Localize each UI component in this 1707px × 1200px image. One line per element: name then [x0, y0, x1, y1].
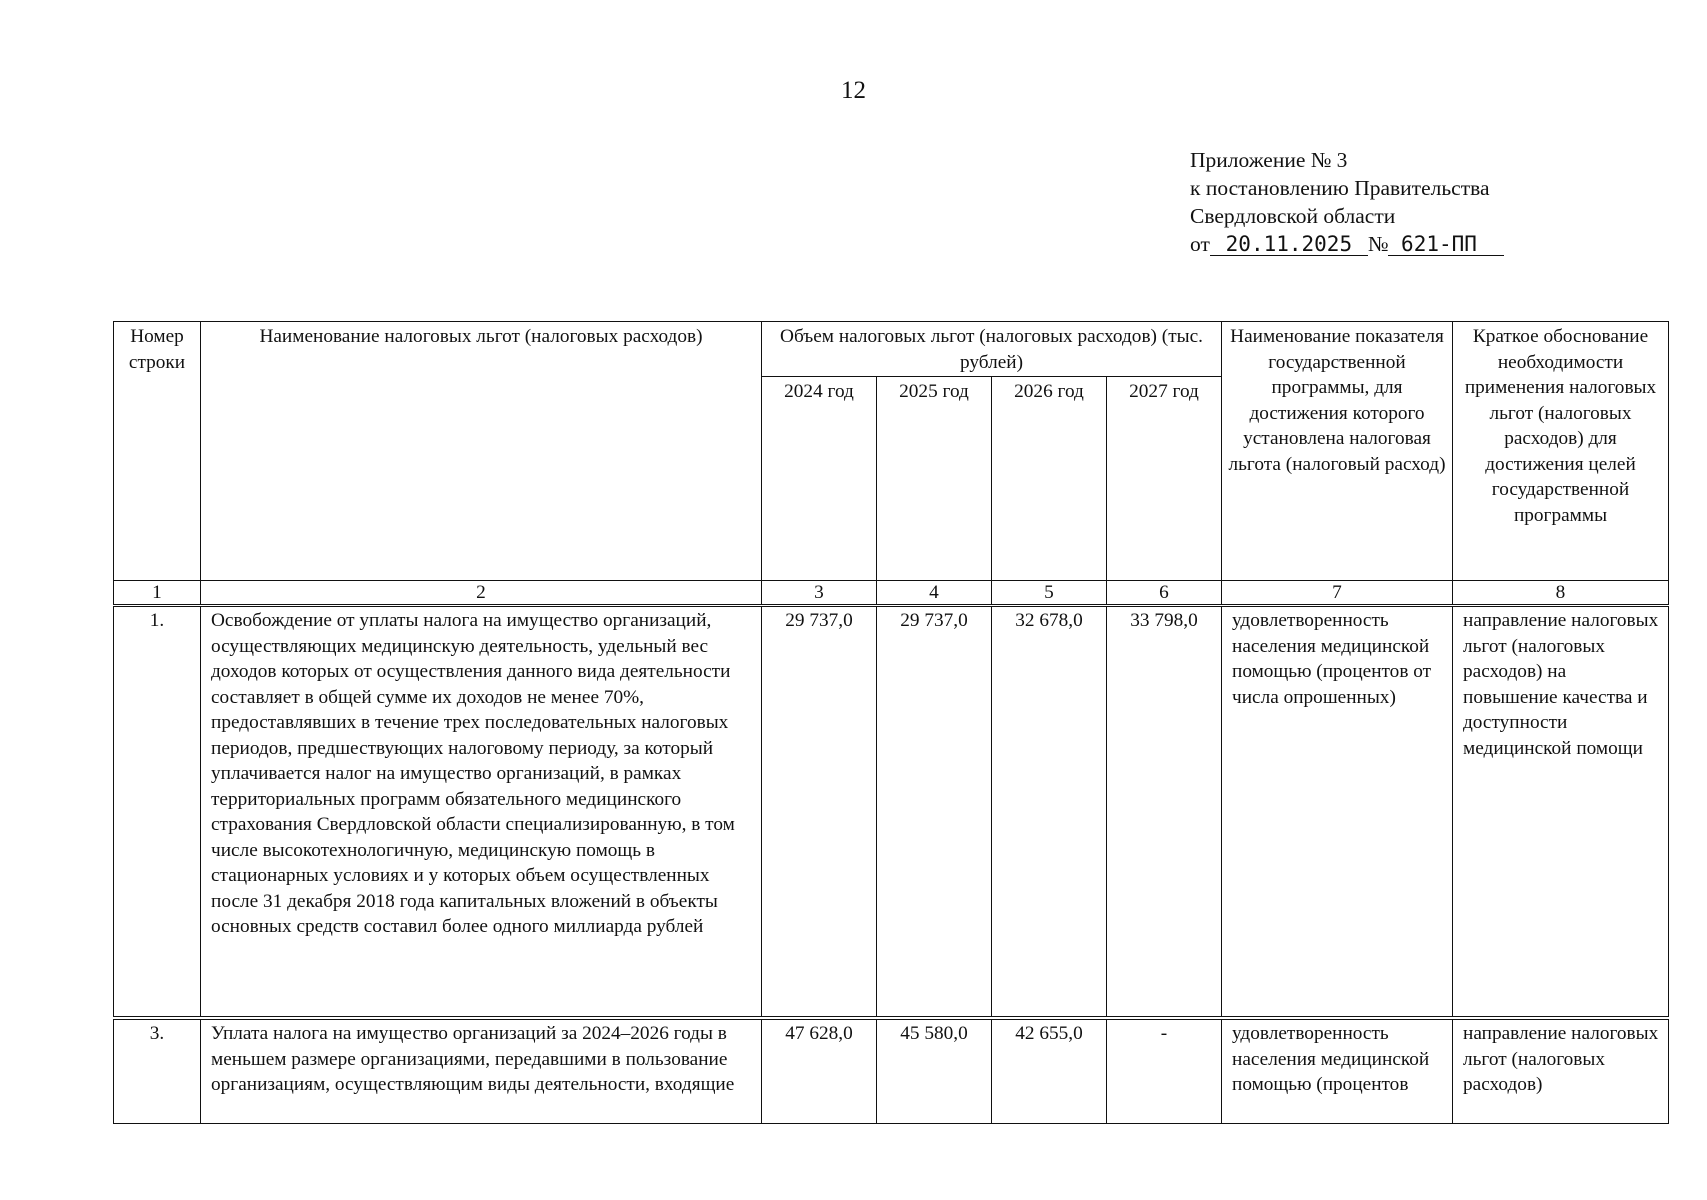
indicator-name: удовлетворенность населения медицинской помощью (процентов от числа опрошенных) [1222, 607, 1453, 1017]
value-2024: 47 628,0 [762, 1020, 877, 1124]
header-year-2027: 2027 год [1107, 377, 1222, 581]
header-row-number: Номер строки [114, 322, 201, 581]
justification-text: направление налоговых льгот (налоговых расходов) на повышение качества и доступности медицинской помощи [1453, 607, 1669, 1017]
appendix-date-line [1190, 230, 1530, 258]
justification-text: направление налоговых льгот (налоговых расходов) [1453, 1020, 1669, 1124]
decree-date: 20.11.2025 [1210, 233, 1368, 256]
tax-benefit-row-table [113, 606, 1669, 1017]
value-2026: 32 678,0 [992, 607, 1107, 1017]
column-number: 2 [201, 581, 762, 605]
indicator-name: удовлетворенность населения медицинской помощью (процентов [1222, 1020, 1453, 1124]
appendix-title: Приложение № 3 [1190, 148, 1348, 172]
row-number: 1. [114, 607, 201, 1017]
appendix-block [1190, 146, 1530, 258]
value-2027: - [1107, 1020, 1222, 1124]
column-number: 3 [762, 581, 877, 605]
value-2027: 33 798,0 [1107, 607, 1222, 1017]
table-row [114, 607, 1669, 1017]
number-prefix: № [1367, 232, 1389, 256]
header-year-2024: 2024 год [762, 377, 877, 581]
column-number: 6 [1107, 581, 1222, 605]
appendix-region: Свердловской области [1190, 204, 1396, 228]
value-2025: 45 580,0 [877, 1020, 992, 1124]
value-2024: 29 737,0 [762, 607, 877, 1017]
appendix-reference: к постановлению Правительства [1190, 176, 1490, 200]
value-2026: 42 655,0 [992, 1020, 1107, 1124]
date-prefix: от [1190, 232, 1210, 256]
decree-number: 621-ПП [1388, 233, 1504, 256]
column-number: 8 [1453, 581, 1669, 605]
column-number: 7 [1222, 581, 1453, 605]
header-year-2025: 2025 год [877, 377, 992, 581]
value-2025: 29 737,0 [877, 607, 992, 1017]
tax-benefit-row-table [113, 1019, 1669, 1124]
header-justification: Краткое обоснование необходимости применения налоговых льгот (налоговых расходов) для достижения целей государственной программы [1453, 322, 1669, 581]
row-number: 3. [114, 1020, 201, 1124]
column-numbers-table [113, 580, 1669, 605]
column-number: 5 [992, 581, 1107, 605]
benefit-name: Уплата налога на имущество организаций за 2024–2026 годы в меньшем размере организациями, передавшими в пользование организациям, осуществляющим виды деятельности, входящие [201, 1020, 762, 1124]
column-number: 4 [877, 581, 992, 605]
column-number: 1 [114, 581, 201, 605]
header-benefit-name: Наименование налоговых льгот (налоговых расходов) [201, 322, 762, 581]
header-indicator: Наименование показателя государственной программы, для достижения которого установлена налоговая льгота (налоговый расход) [1222, 322, 1453, 581]
tax-benefits-header-table [113, 321, 1669, 581]
header-benefit-volume: Объем налоговых льгот (налоговых расходов) (тыс. рублей) [762, 322, 1222, 377]
table-row [114, 1020, 1669, 1124]
header-year-2026: 2026 год [992, 377, 1107, 581]
benefit-name: Освобождение от уплаты налога на имущество организаций, осуществляющих медицинскую деятельность, удельный вес доходов которых от осуществления данного вида деятельности составляет в общей сумме их доходов не менее 70%, предоставлявших в течение трех последовательных налоговых периодов, предшествующих налоговому периоду, за который уплачивается налог на имущество организаций, в рамках территориальных программ обязательного медицинского страхования Свердловской области специализированную, в том числе высокотехнологичную, медицинскую помощь в стационарных условиях и у которых объем осуществленных после 31 декабря 2018 года капитальных вложений в объекты основных средств составил более одного миллиарда рублей [201, 607, 762, 1017]
page-number: 12 [841, 77, 866, 104]
